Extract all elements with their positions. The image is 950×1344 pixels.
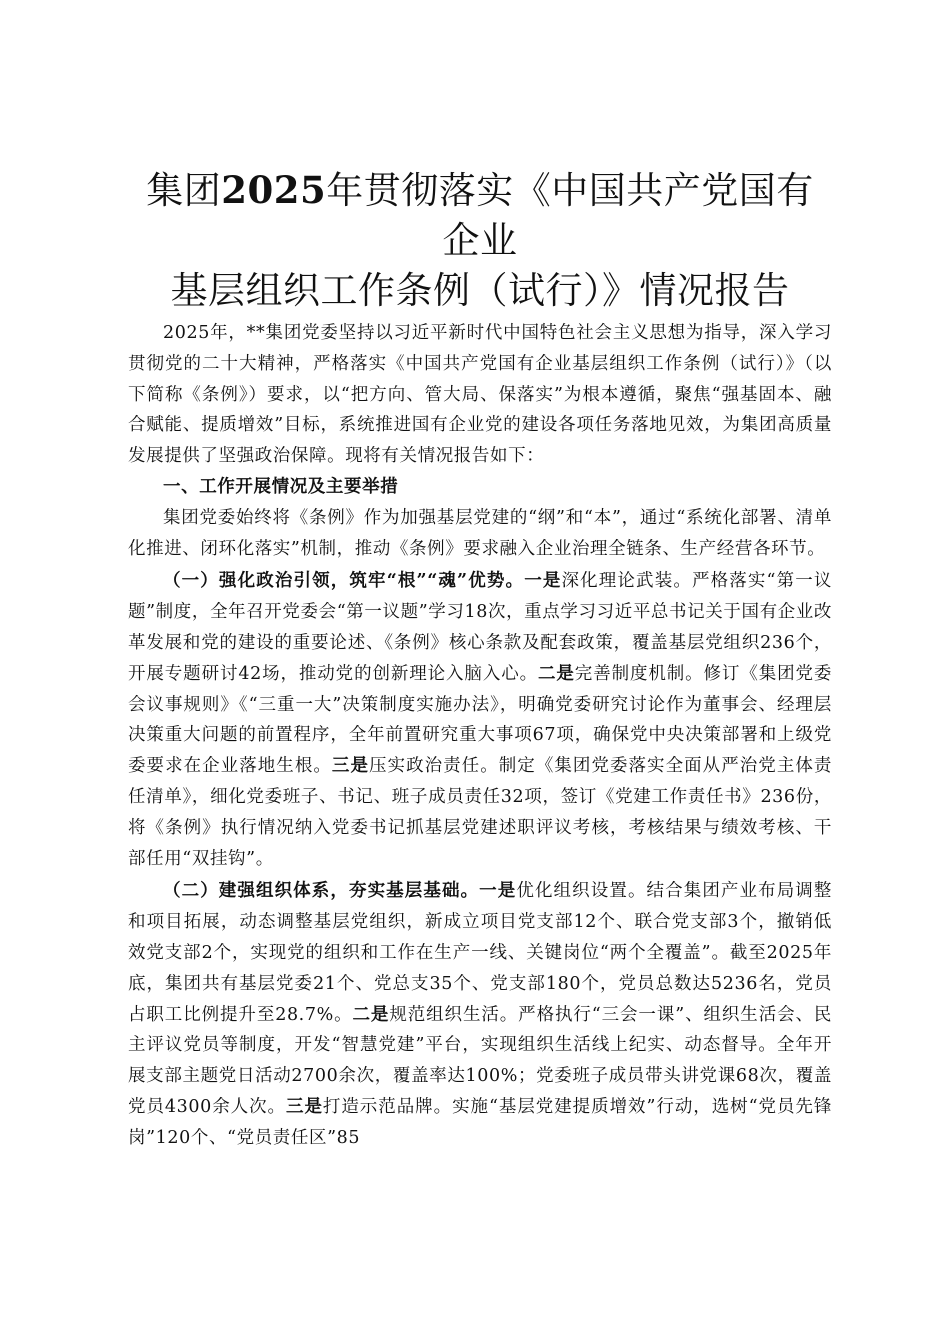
section1-heading: 一、工作开展情况及主要举措 xyxy=(163,476,399,497)
subsection1-heading: （一）强化政治引领，筑牢“根”“魂”优势。 xyxy=(163,571,525,592)
subsection2-heading: （二）建强组织体系，夯实基层基础。 xyxy=(163,881,480,902)
subsection1-paragraph: （一）强化政治引领，筑牢“根”“魂”优势。一是深化理论武装。严格落实“第一议题”制度，全年召开党委会“第一议题”学习18次，重点学习习近平总书记关于国有企业改革发展和党的建设的重要论述、《条例》核心条款及配套政策，覆盖基层党组织236个，开展专题研讨42场，推动党的创新理论入脑入心。二是完善制度机制。修订《集团党委会议事规则》《“三重一大”决策制度实施办法》，明确党委研究讨论作为董事会、经理层决策重大问题的前置程序，全年前置研究重大事项67项，确保党中央决策部署和上级党委要求在企业落地生根。三是压实政治责任。制定《集团党委落实全面从严治党主体责任清单》，细化党委班子、书记、班子成员责任32项，签订《党建工作责任书》236份，将《条例》执行情况纳入党委书记抓基层党建述职评议考核，考核结果与绩效考核、干部任用“双挂钩”。 xyxy=(128,571,833,869)
title-line1: 集团2025年贯彻落实《中国共产党国有企业 xyxy=(146,168,814,262)
title-line2: 基层组织工作条例（试行）》情况报告 xyxy=(170,269,790,312)
subsection2-paragraph: （二）建强组织体系，夯实基层基础。一是优化组织设置。结合集团产业布局调整和项目拓展，动态调整基层党组织，新成立项目党支部12个、联合党支部3个，撤销低效党支部2个，实现党的组织和工作在生产一线、关键岗位“两个全覆盖”。截至2025年底，集团共有基层党委21个、党总支35个、党支部180个，党员总数达5236名，党员占职工比例提升至28.7%。二是规范组织生活。严格执行“三会一课”、组织生活会、民主评议党员等制度，开发“智慧党建”平台，实现组织生活线上纪实、动态督导。全年开展支部主题党日活动2700余次，覆盖率达100%；党委班子成员带头讲党课68次，覆盖党员4300余人次。三是打造示范品牌。实施“基层党建提质增效”行动，选树“党员先锋岗”120个、“党员责任区”85 xyxy=(128,881,833,1148)
section1-lead: 集团党委始终将《条例》作为加强基层党建的“纲”和“本”，通过“系统化部署、清单化推进、闭环化落实”机制，推动《条例》要求融入企业治理全链条、生产经营各环节。 xyxy=(128,507,832,559)
document-title xyxy=(128,165,832,316)
document-page xyxy=(128,165,832,1154)
intro-paragraph: 2025年，**集团党委坚持以习近平新时代中国特色社会主义思想为指导，深入学习贯彻党的二十大精神，严格落实《中国共产党国有企业基层组织工作条例（试行）》（以下简称《条例》）要求，以“把方向、管大局、保落实”为根本遵循，聚焦“强基固本、融合赋能、提质增效”目标，系统推进国有企业党的建设各项任务落地见效，为集团高质量发展提供了坚强政治保障。现将有关情况报告如下： xyxy=(128,323,832,467)
